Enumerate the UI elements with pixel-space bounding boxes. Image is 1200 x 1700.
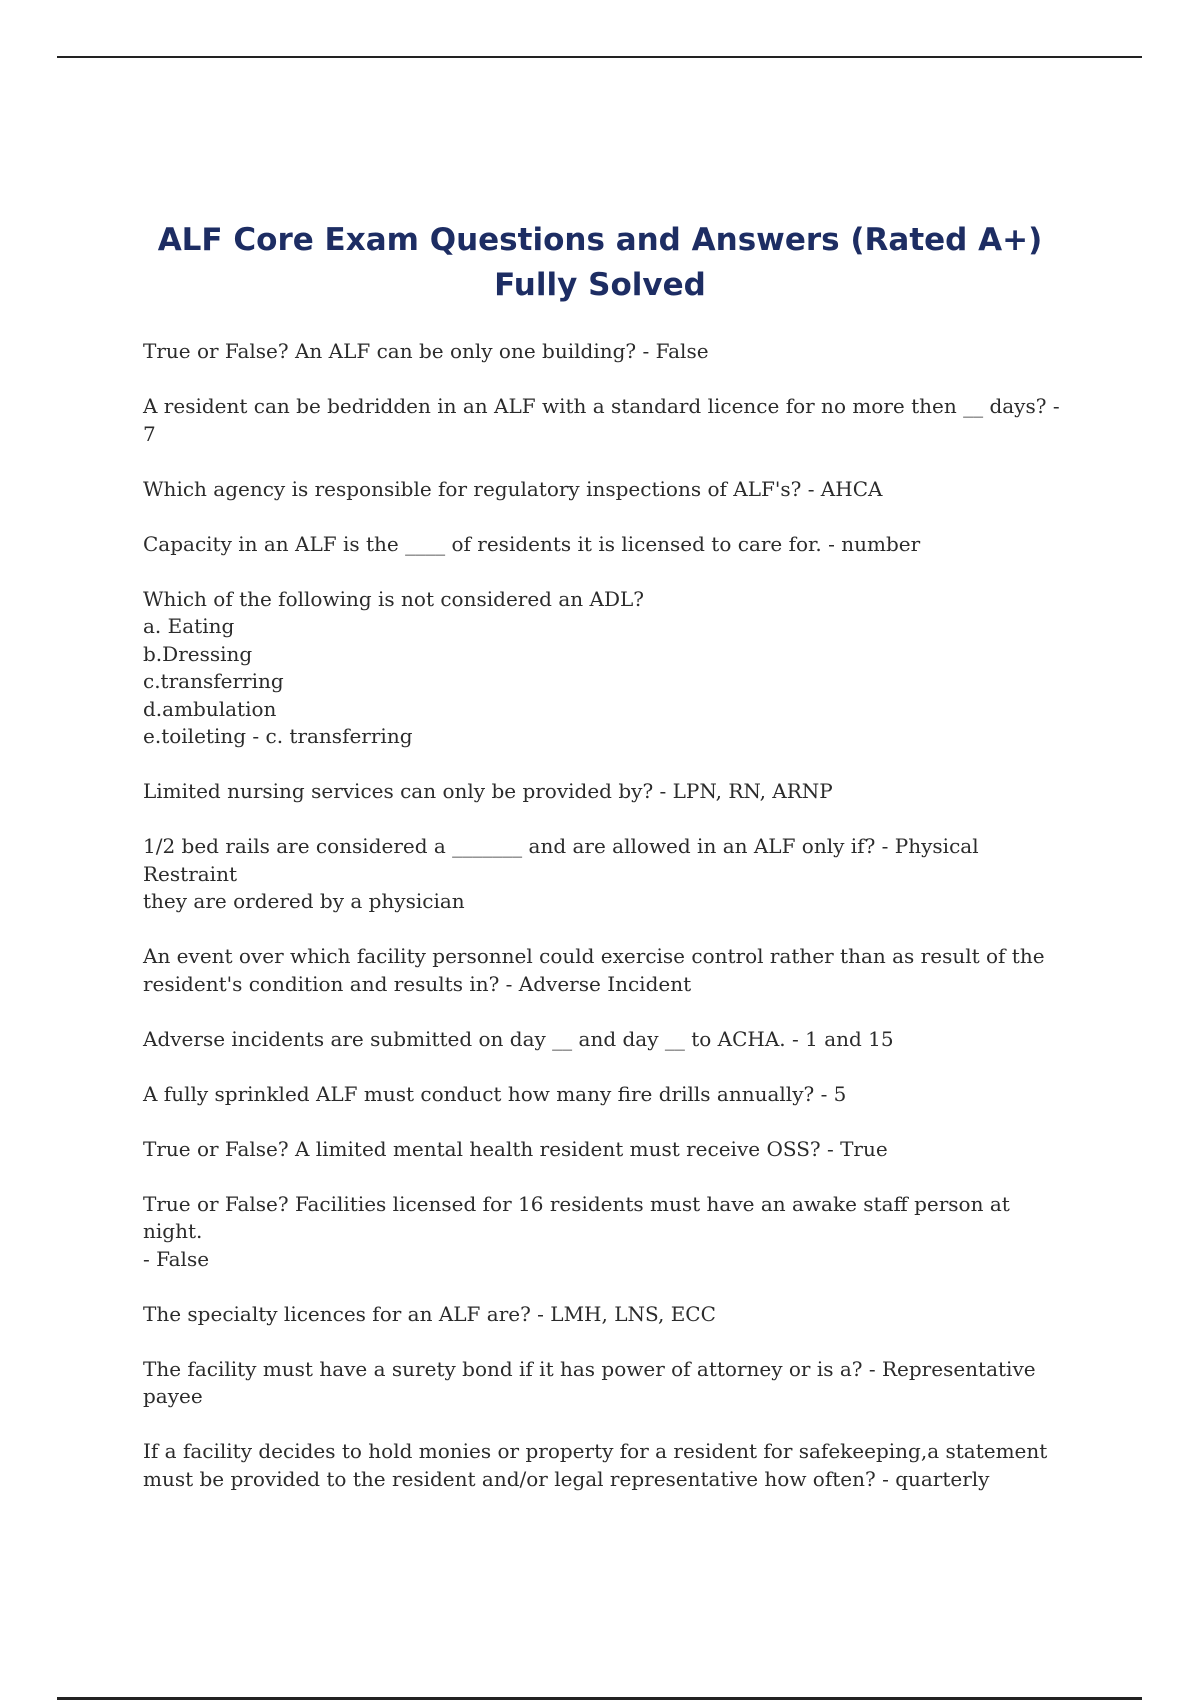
qa-item: A fully sprinkled ALF must conduct how many fire drills annually? - 5 [143, 1081, 847, 1106]
qa-item: If a facility decides to hold monies or property for a resident for safekeeping,a statement must be provided to the resident and/or legal representative how often? - quarterly [143, 1439, 1048, 1491]
qa-item: Capacity in an ALF is the ____ of residents it is licensed to care for. - number [143, 531, 921, 556]
qa-item: True or False? A limited mental health resident must receive OSS? - True [143, 1136, 888, 1161]
qa-item: A resident can be bedridden in an ALF with a standard licence for no more then __ days? - 7 [143, 394, 1060, 446]
qa-item: The specialty licences for an ALF are? - LMH, LNS, ECC [143, 1301, 716, 1326]
qa-item: Adverse incidents are submitted on day __ and day __ to ACHA. - 1 and 15 [143, 1026, 894, 1051]
qa-item: An event over which facility personnel could exercise control rather than as result of the resident's condition and results in? - Adverse Incident [143, 944, 1045, 996]
qa-item: 1/2 bed rails are considered a _______ and are allowed in an ALF only if? - Physical Restraint they are ordered by a physician [143, 834, 979, 913]
qa-item: True or False? Facilities licensed for 16 residents must have an awake staff person at night. - False [143, 1191, 1010, 1271]
header-rule [57, 56, 1142, 58]
qa-item: Which agency is responsible for regulatory inspections of ALF's? - AHCA [143, 476, 883, 501]
qa-item: Limited nursing services can only be provided by? - LPN, RN, ARNP [143, 779, 833, 803]
qa-item: The facility must have a surety bond if it has power of attorney or is a? - Representative payee [143, 1356, 1036, 1408]
qa-item: True or False? An ALF can be only one building? - False [143, 339, 709, 363]
qa-item: Which of the following is not considered an ADL? a. Eating b.Dressing c.transferring d.ambulation e.toileting - c. transferring [143, 586, 644, 748]
qa-list [143, 338, 1073, 1521]
document-title: ALF Core Exam Questions and Answers (Rated A+) Fully Solved [157, 222, 1043, 303]
